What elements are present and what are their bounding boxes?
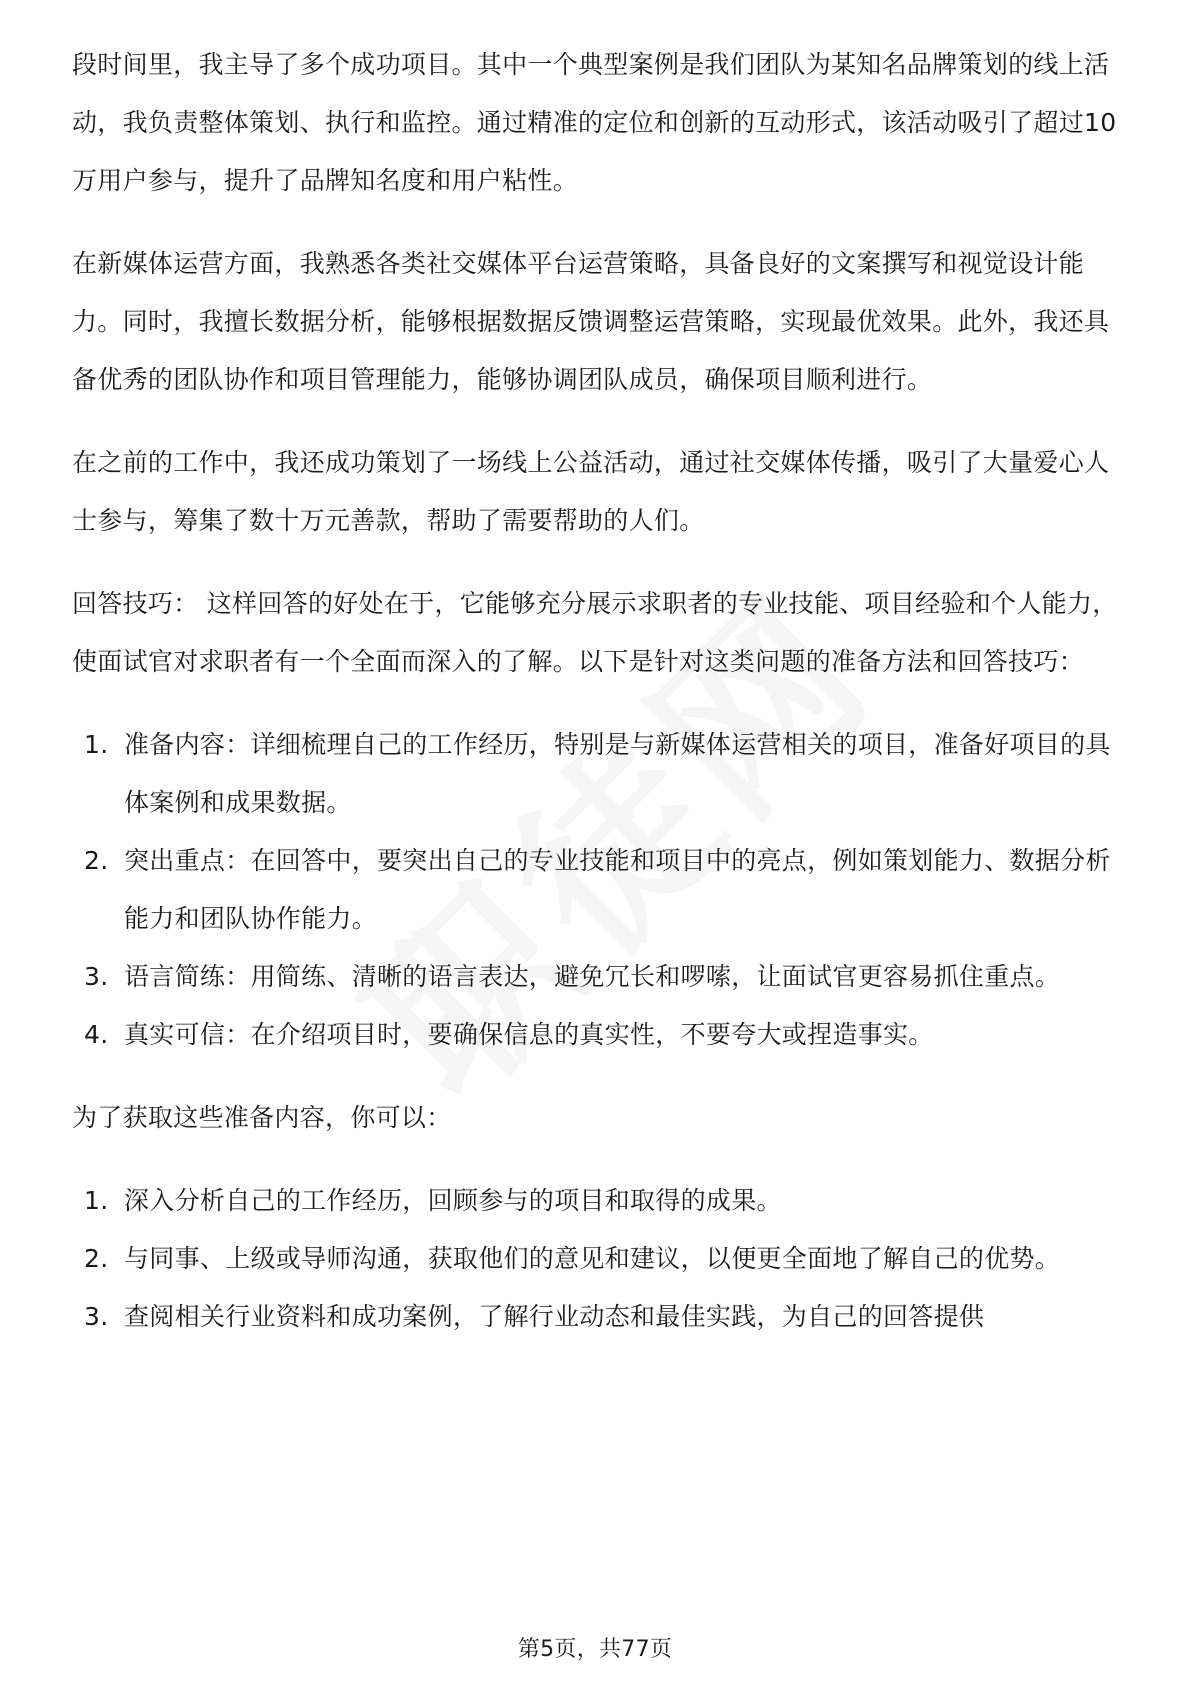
- list-item-text: 深入分析自己的工作经历，回顾参与的项目和取得的成果。: [124, 1186, 782, 1215]
- list-number: 1.: [84, 1186, 109, 1215]
- list-item: [72, 716, 1122, 832]
- list-number: 3.: [84, 962, 109, 991]
- list-item-text: 突出重点：在回答中，要突出自己的专业技能和项目中的亮点，例如策划能力、数据分析能力和团队协作能力。: [124, 846, 1111, 933]
- list-item-text: 语言简练：用简练、清晰的语言表达，避免冗长和啰嗦，让面试官更容易抓住重点。: [124, 962, 1061, 991]
- paragraph-charity-event: 在之前的工作中，我还成功策划了一场线上公益活动，通过社交媒体传播，吸引了大量爱心人士参与，筹集了数十万元善款，帮助了需要帮助的人们。: [72, 448, 1110, 535]
- document-body: [72, 36, 1122, 1371]
- list-item: [72, 1230, 1122, 1288]
- list-item-text: 准备内容：详细梳理自己的工作经历，特别是与新媒体运营相关的项目，准备好项目的具体案例和成果数据。: [124, 730, 1111, 817]
- paragraph-answer-tips: 回答技巧： 这样回答的好处在于，它能够充分展示求职者的专业技能、项目经验和个人能力，使面试官对求职者有一个全面而深入的了解。以下是针对这类问题的准备方法和回答技巧：: [72, 589, 1118, 676]
- tips-list: [72, 716, 1122, 1064]
- list-number: 4.: [84, 1020, 109, 1049]
- paragraph-preparation-intro: 为了获取这些准备内容，你可以：: [72, 1103, 452, 1132]
- list-item-text: 真实可信：在介绍项目时，要确保信息的真实性，不要夸大或捏造事实。: [124, 1020, 934, 1049]
- list-number: 2.: [84, 846, 109, 875]
- page-number: 第5页，共77页: [517, 1637, 673, 1662]
- paragraph-new-media-skills: 在新媒体运营方面，我熟悉各类社交媒体平台运营策略，具备良好的文案撰写和视觉设计能力。同时，我擅长数据分析，能够根据数据反馈调整运营策略，实现最优效果。此外，我还具备优秀的团队协作和项目管理能力，能够协调团队成员，确保项目顺利进行。: [72, 249, 1110, 394]
- paragraph-project-experience: 段时间里，我主导了多个成功项目。其中一个典型案例是我们团队为某知名品牌策划的线上活动，我负责整体策划、执行和监控。通过精准的定位和创新的互动形式，该活动吸引了超过10万用户参与，提升了品牌知名度和用户粘性。: [72, 50, 1117, 195]
- list-number: 1.: [84, 730, 109, 759]
- list-item: [72, 832, 1122, 948]
- list-item: [72, 1172, 1122, 1230]
- list-number: 2.: [84, 1244, 109, 1273]
- methods-list: [72, 1172, 1122, 1346]
- list-item: [72, 948, 1122, 1006]
- list-item: [72, 1288, 1122, 1346]
- list-item-text: 查阅相关行业资料和成功案例，了解行业动态和最佳实践，为自己的回答提供: [124, 1302, 985, 1331]
- list-number: 3.: [84, 1302, 109, 1331]
- list-item: [72, 1006, 1122, 1064]
- list-item-text: 与同事、上级或导师沟通，获取他们的意见和建议，以便更全面地了解自己的优势。: [124, 1244, 1061, 1273]
